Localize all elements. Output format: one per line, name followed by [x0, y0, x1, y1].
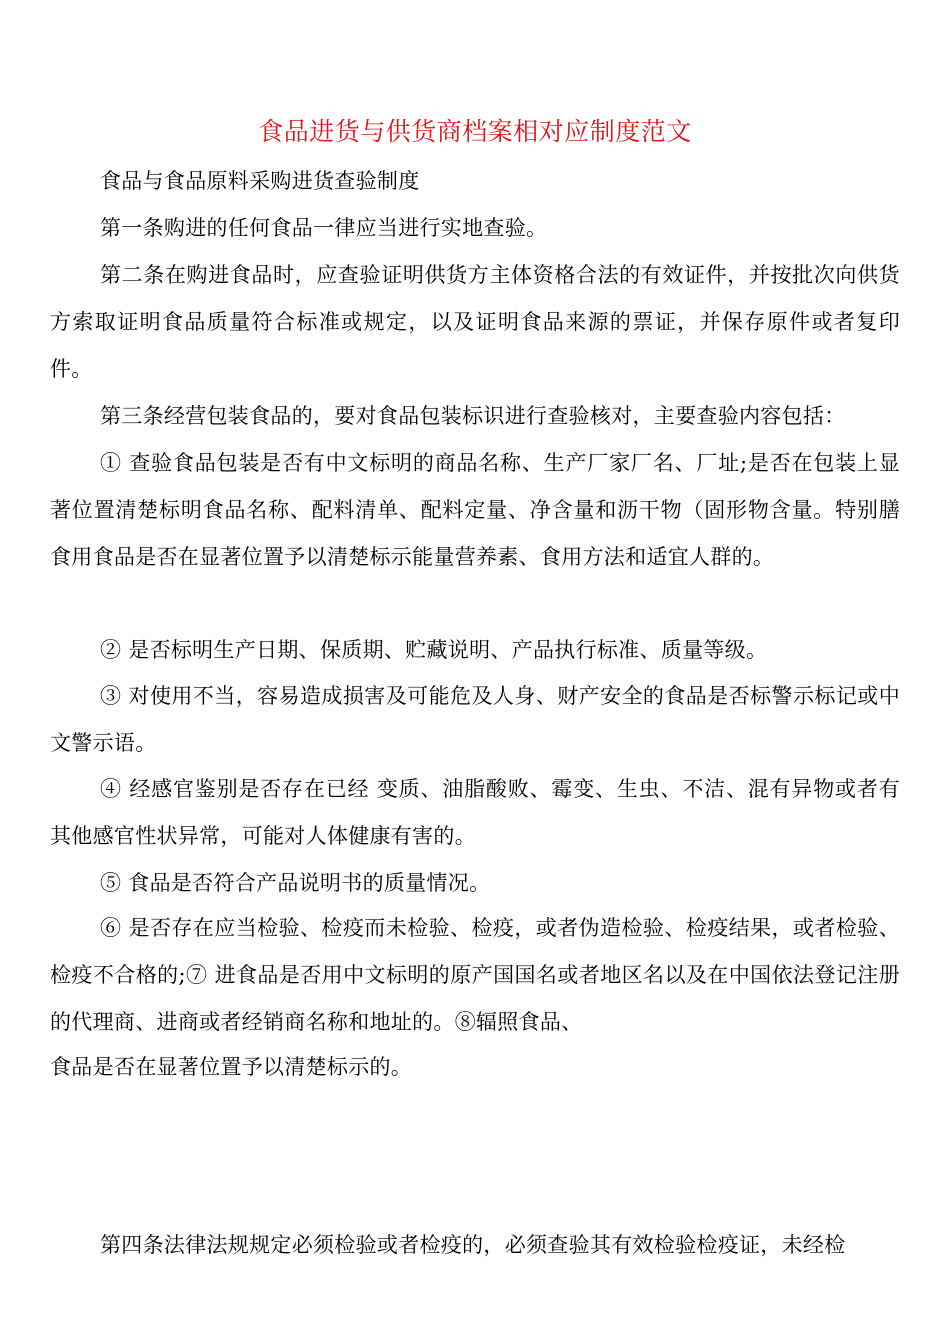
paragraph-article-1: 第一条购进的任何食品一律应当进行实地查验。	[100, 216, 548, 240]
paragraph-article-3: 第三条经营包装食品的，要对食品包装标识进行查验核对，主要查验内容包括：	[100, 404, 846, 428]
paragraph-article-4: 第四条法律法规规定必须检验或者检疫的，必须查验其有效检验检疫证，未经检	[100, 1233, 846, 1257]
paragraph-item-5: ⑤ 食品是否符合产品说明书的质量情况。	[100, 871, 491, 895]
paragraph-item-3: ③ 对使用不当，容易造成损害及可能危及人身、财产安全的食品是否标警示标记或中文警示语。	[50, 684, 900, 755]
paragraph-subtitle: 食品与食品原料采购进货查验制度	[100, 169, 420, 193]
paragraph-item-2: ② 是否标明生产日期、保质期、贮藏说明、产品执行标准、质量等级。	[100, 638, 768, 662]
paragraph-article-2: 第二条在购进食品时，应查验证明供货方主体资格合法的有效证件，并按批次向供货方索取证明食品质量符合标准或规定，以及证明食品来源的票证，并保存原件或者复印件。	[50, 263, 900, 381]
paragraph-item-6-8: ⑥ 是否存在应当检验、检疫而未检验、检疫，或者伪造检验、检疫结果，或者检验、检疫不合格的;⑦ 进食品是否用中文标明的原产国国名或者地区名以及在中国依法登记注册的代理商、进商或者经销商名称和地址的。⑧辐照食品、	[50, 916, 900, 1034]
paragraph-item-4: ④ 经感官鉴别是否存在已经 变质、油脂酸败、霉变、生虫、不洁、混有异物或者有其他感官性状异常，可能对人体健康有害的。	[50, 777, 900, 848]
paragraph-continuation: 食品是否在显著位置予以清楚标示的。	[50, 1055, 413, 1079]
document-title: 食品进货与供货商档案相对应制度范文	[258, 117, 692, 146]
paragraph-item-1: ① 查验食品包装是否有中文标明的商品名称、生产厂家厂名、厂址;是否在包装上显著位置清楚标明食品名称、配料清单、配料定量、净含量和沥干物（固形物含量。特别膳食用食品是否在显著位置予以清楚标示能量营养素、食用方法和适宜人群的。	[50, 451, 900, 569]
